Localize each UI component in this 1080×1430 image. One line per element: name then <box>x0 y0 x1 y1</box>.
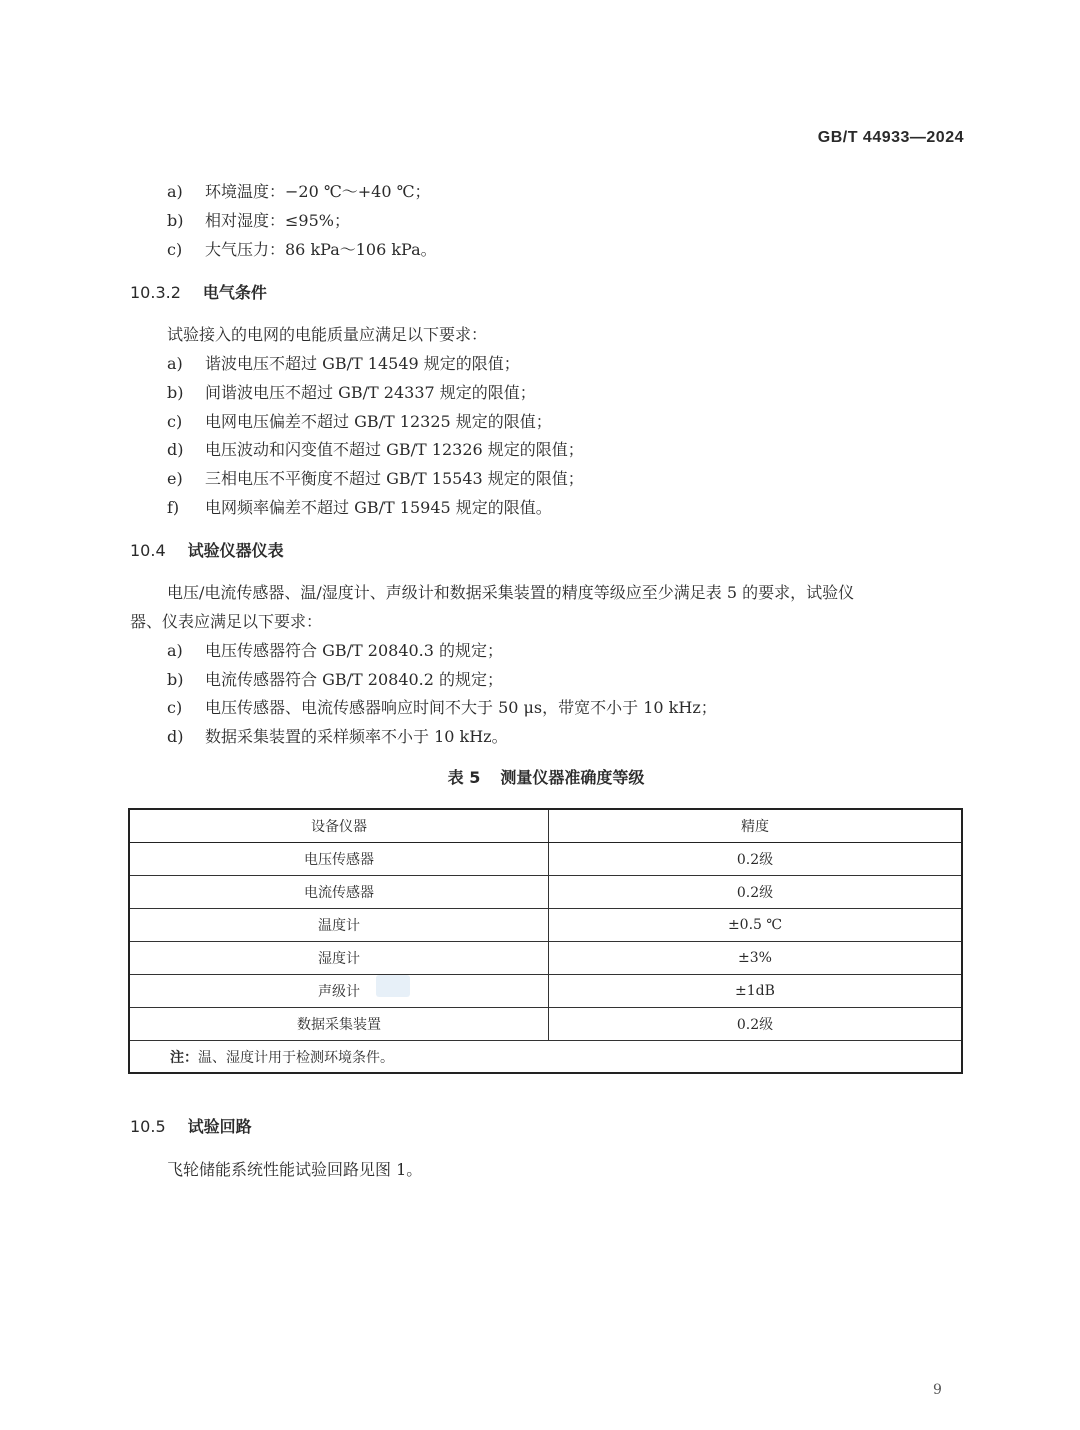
page-number: 9 <box>933 1382 942 1398</box>
table-row <box>129 1008 962 1041</box>
column-header-instrument: 设备仪器 <box>129 809 549 843</box>
list-label: a) <box>167 641 183 660</box>
list-label: e) <box>167 469 183 488</box>
list-text: 数据采集装置的采样频率不小于 10 kHz。 <box>205 727 508 746</box>
table-title: 测量仪器准确度等级 <box>500 768 645 787</box>
instrument-cell: 电流传感器 <box>129 876 549 909</box>
list-label: c) <box>167 240 183 259</box>
instrument-cell: 声级计 <box>129 975 549 1008</box>
list-text: 相对湿度：≤95%； <box>205 211 350 230</box>
accuracy-cell: 0.2级 <box>549 843 963 876</box>
section-number: 10.3.2 <box>130 283 181 302</box>
table-caption <box>0 765 1080 788</box>
list-text: 大气压力：86 kPa～106 kPa。 <box>205 240 437 259</box>
list-text: 电压波动和闪变值不超过 GB/T 12326 规定的限值； <box>205 440 584 459</box>
list-label: c) <box>167 412 183 431</box>
list-item <box>167 466 584 489</box>
section-title: 试验仪器仪表 <box>187 541 284 560</box>
list-item <box>167 667 503 690</box>
table-note-row <box>129 1041 962 1074</box>
list-item <box>167 724 508 747</box>
column-header-accuracy: 精度 <box>549 809 963 843</box>
accuracy-cell: ±3% <box>549 942 963 975</box>
table-note <box>129 1041 962 1074</box>
document-id: GB/T 44933—2024 <box>817 129 964 146</box>
list-item <box>167 237 437 260</box>
list-text: 电流传感器符合 GB/T 20840.2 的规定； <box>205 670 504 689</box>
section-title: 试验回路 <box>187 1117 252 1136</box>
accuracy-table <box>128 808 963 1074</box>
list-text: 电压传感器、电流传感器响应时间不大于 50 μs，带宽不小于 10 kHz； <box>205 698 717 717</box>
paragraph-continued: 器、仪表应满足以下要求： <box>130 612 323 631</box>
list-item <box>167 695 717 718</box>
table-header-row <box>129 809 962 843</box>
list-text: 三相电压不平衡度不超过 GB/T 15543 规定的限值； <box>205 469 584 488</box>
instrument-cell: 温度计 <box>129 909 549 942</box>
section-title: 电气条件 <box>202 283 267 302</box>
section-heading-10-5 <box>130 1114 252 1137</box>
table-row <box>129 909 962 942</box>
accuracy-cell: 0.2级 <box>549 1008 963 1041</box>
list-text: 电网频率偏差不超过 GB/T 15945 规定的限值。 <box>205 498 552 517</box>
section-heading-10-4 <box>130 538 284 561</box>
table-row <box>129 975 962 1008</box>
list-label: f) <box>167 498 180 517</box>
list-label: b) <box>167 211 184 230</box>
list-item <box>167 380 536 403</box>
section-number: 10.5 <box>130 1117 166 1136</box>
list-text: 环境温度：−20 ℃～+40 ℃； <box>205 182 431 201</box>
watermark-mark <box>376 975 410 997</box>
instrument-cell: 电压传感器 <box>129 843 549 876</box>
accuracy-cell: ±0.5 ℃ <box>549 909 963 942</box>
section-heading-10-3-2 <box>130 280 267 303</box>
list-label: d) <box>167 440 184 459</box>
instrument-cell: 数据采集装置 <box>129 1008 549 1041</box>
list-item <box>167 208 350 231</box>
paragraph: 试验接入的电网的电能质量应满足以下要求： <box>167 325 488 344</box>
note-text: 温、湿度计用于检测环境条件。 <box>198 1049 394 1066</box>
list-label: b) <box>167 670 184 689</box>
paragraph: 电压/电流传感器、温/湿度计、声级计和数据采集装置的精度等级应至少满足表 5 的要求，试验仪 <box>167 583 855 602</box>
list-label: a) <box>167 182 183 201</box>
accuracy-cell: 0.2级 <box>549 876 963 909</box>
list-label: a) <box>167 354 183 373</box>
note-label: 注： <box>170 1049 198 1066</box>
table-number: 表 5 <box>447 768 481 787</box>
list-item <box>167 495 552 518</box>
accuracy-cell: ±1dB <box>549 975 963 1008</box>
list-label: b) <box>167 383 184 402</box>
paragraph: 飞轮储能系统性能试验回路见图 1。 <box>167 1160 423 1179</box>
list-text: 间谐波电压不超过 GB/T 24337 规定的限值； <box>205 383 536 402</box>
list-item <box>167 437 584 460</box>
section-number: 10.4 <box>130 541 166 560</box>
list-text: 电压传感器符合 GB/T 20840.3 的规定； <box>205 641 504 660</box>
table-row <box>129 876 962 909</box>
list-item <box>167 638 503 661</box>
table-row <box>129 843 962 876</box>
list-label: d) <box>167 727 184 746</box>
list-text: 谐波电压不超过 GB/T 14549 规定的限值； <box>205 354 520 373</box>
list-text: 电网电压偏差不超过 GB/T 12325 规定的限值； <box>205 412 552 431</box>
instrument-cell: 湿度计 <box>129 942 549 975</box>
table-row <box>129 942 962 975</box>
list-item <box>167 179 431 202</box>
list-item <box>167 351 520 374</box>
list-label: c) <box>167 698 183 717</box>
list-item <box>167 409 552 432</box>
